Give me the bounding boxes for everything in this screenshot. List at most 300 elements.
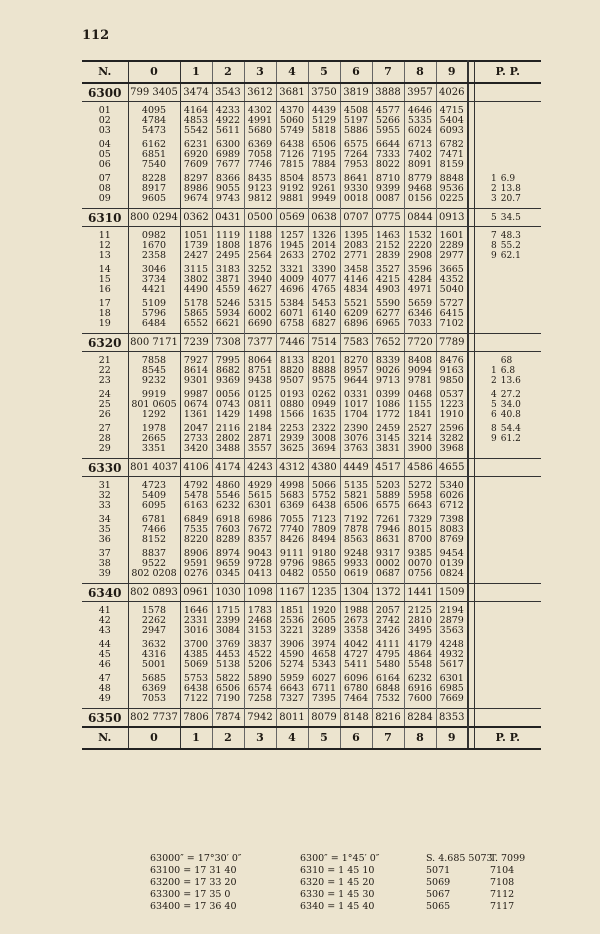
cell-value: 6621 bbox=[212, 319, 244, 329]
table-row bbox=[82, 434, 541, 444]
pp-value: 34.5 bbox=[500, 212, 521, 223]
conversion-footer bbox=[150, 853, 526, 913]
table-row bbox=[82, 684, 541, 694]
cell-value: 6231 bbox=[180, 140, 212, 150]
row-n: 28 bbox=[82, 434, 128, 444]
cell-value: 0002 bbox=[372, 559, 404, 569]
row-value: 4026 bbox=[436, 83, 468, 102]
pp-cell bbox=[474, 106, 541, 116]
cell-value: 4932 bbox=[436, 650, 468, 660]
cell-value: 0743 bbox=[212, 400, 244, 410]
pp-cell bbox=[474, 515, 541, 525]
row-n: 26 bbox=[82, 410, 128, 420]
cell-value: 6026 bbox=[436, 491, 468, 501]
cell-value: 5129 bbox=[308, 116, 340, 126]
cell-value: 6574 bbox=[244, 684, 276, 694]
cell-value: 0193 bbox=[276, 390, 308, 400]
cell-value: 4646 bbox=[404, 106, 436, 116]
cell-value: 7746 bbox=[244, 160, 276, 170]
cell-value: 6781 bbox=[128, 515, 180, 525]
table-row bbox=[82, 616, 541, 626]
cell-value: 7809 bbox=[308, 525, 340, 535]
table-row bbox=[82, 194, 541, 204]
cell-value: 5206 bbox=[244, 660, 276, 670]
row-value: 3474 bbox=[180, 83, 212, 102]
cell-value: 3016 bbox=[180, 626, 212, 636]
pp-cell bbox=[474, 309, 541, 319]
row-value: 3681 bbox=[276, 83, 308, 102]
footer-header-5: 5 bbox=[308, 727, 340, 749]
cell-value: 7535 bbox=[180, 525, 212, 535]
cell-value: 9781 bbox=[404, 376, 436, 386]
row-value: 4586 bbox=[404, 459, 436, 477]
cell-value: 9248 bbox=[340, 549, 372, 559]
cell-value: 5680 bbox=[244, 126, 276, 136]
pp-cell bbox=[474, 684, 541, 694]
cell-value: 7540 bbox=[128, 160, 180, 170]
cell-value: 1155 bbox=[404, 400, 436, 410]
table-row bbox=[82, 481, 541, 491]
cell-value: 8476 bbox=[436, 356, 468, 366]
cell-value: 6643 bbox=[404, 501, 436, 511]
cell-value: 7609 bbox=[180, 160, 212, 170]
table-row bbox=[82, 569, 541, 579]
footer-header-n: N. bbox=[82, 727, 128, 749]
cell-value: 4795 bbox=[372, 650, 404, 660]
cell-value: 6071 bbox=[276, 309, 308, 319]
cell-value: 5478 bbox=[180, 491, 212, 501]
cell-value: 8573 bbox=[308, 174, 340, 184]
cell-value: 4991 bbox=[244, 116, 276, 126]
row-value: 799 3405 bbox=[128, 83, 180, 102]
cell-value: 2771 bbox=[340, 251, 372, 261]
pp-digit: 5 bbox=[491, 212, 497, 223]
table-row bbox=[82, 299, 541, 309]
pp-cell bbox=[474, 376, 541, 386]
cell-value: 5889 bbox=[372, 491, 404, 501]
cell-value: 0125 bbox=[244, 390, 276, 400]
cell-value: 0225 bbox=[436, 194, 468, 204]
pp-digit: 5 bbox=[491, 400, 497, 410]
cell-value: 3084 bbox=[212, 626, 244, 636]
cell-value: 6827 bbox=[308, 319, 340, 329]
cell-value: 4042 bbox=[340, 640, 372, 650]
row-value: 0844 bbox=[404, 209, 436, 227]
row-value: 8148 bbox=[340, 709, 372, 728]
cell-value: 1326 bbox=[308, 231, 340, 241]
row-value: 8079 bbox=[308, 709, 340, 728]
pp-cell bbox=[474, 390, 541, 400]
row-value: 7308 bbox=[212, 334, 244, 352]
table-row bbox=[82, 525, 541, 535]
header-5: 5 bbox=[308, 61, 340, 83]
footer-line bbox=[150, 853, 526, 865]
cell-value: 6369 bbox=[128, 684, 180, 694]
row-value: 1167 bbox=[276, 584, 308, 602]
cell-value: 1601 bbox=[436, 231, 468, 241]
cell-value: 4111 bbox=[372, 640, 404, 650]
cell-value: 4522 bbox=[244, 650, 276, 660]
pp-cell bbox=[474, 444, 541, 454]
footer-line bbox=[150, 865, 515, 877]
footer-header-9: 9 bbox=[436, 727, 468, 749]
footer-header-2: 2 bbox=[212, 727, 244, 749]
cell-value: 9094 bbox=[404, 366, 436, 376]
cell-value: 5753 bbox=[180, 674, 212, 684]
cell-value: 6027 bbox=[308, 674, 340, 684]
cell-value: 6096 bbox=[340, 674, 372, 684]
cell-value: 9591 bbox=[180, 559, 212, 569]
cell-value: 3221 bbox=[276, 626, 308, 636]
header-7: 7 bbox=[372, 61, 404, 83]
table-row bbox=[82, 400, 541, 410]
cell-value: 1920 bbox=[308, 606, 340, 616]
cell-value: 8906 bbox=[180, 549, 212, 559]
cell-value: 0880 bbox=[276, 400, 308, 410]
cell-value: 8022 bbox=[372, 160, 404, 170]
table-row bbox=[82, 501, 541, 511]
pp-cell bbox=[474, 559, 541, 569]
cell-value: 2802 bbox=[212, 434, 244, 444]
pp-cell bbox=[474, 616, 541, 626]
cell-value: 5886 bbox=[340, 126, 372, 136]
cell-value: 5060 bbox=[276, 116, 308, 126]
table-row bbox=[82, 174, 541, 184]
cell-value: 9605 bbox=[128, 194, 180, 204]
row-n: 29 bbox=[82, 444, 128, 454]
cell-value: 4784 bbox=[128, 116, 180, 126]
cell-value: 5404 bbox=[436, 116, 468, 126]
table-row bbox=[82, 140, 541, 150]
footer-value: 5069 bbox=[426, 877, 451, 888]
row-value: 4655 bbox=[436, 459, 468, 477]
cell-value: 4860 bbox=[212, 481, 244, 491]
cell-value: 4490 bbox=[180, 285, 212, 295]
cell-value: 5203 bbox=[372, 481, 404, 491]
table-row bbox=[82, 491, 541, 501]
cell-value: 4164 bbox=[180, 106, 212, 116]
cell-value: 5683 bbox=[276, 491, 308, 501]
row-n: 18 bbox=[82, 309, 128, 319]
row-value: 1441 bbox=[404, 584, 436, 602]
table-row bbox=[82, 126, 541, 136]
cell-value: 6093 bbox=[436, 126, 468, 136]
footer-value: T. 7099 bbox=[490, 853, 526, 864]
cell-value: 0331 bbox=[340, 390, 372, 400]
row-n: 23 bbox=[82, 376, 128, 386]
cell-value: 5955 bbox=[372, 126, 404, 136]
cell-value: 1051 bbox=[180, 231, 212, 241]
cell-value: 9454 bbox=[436, 549, 468, 559]
cell-value: 3837 bbox=[244, 640, 276, 650]
cell-value: 3763 bbox=[340, 444, 372, 454]
row-value: 1372 bbox=[372, 584, 404, 602]
cell-value: 801 0605 bbox=[128, 400, 180, 410]
pp-cell bbox=[474, 356, 541, 366]
footer-line bbox=[150, 889, 515, 901]
cell-value: 4248 bbox=[436, 640, 468, 650]
cell-value: 4009 bbox=[276, 275, 308, 285]
row-value: 802 7737 bbox=[128, 709, 180, 728]
cell-value: 6918 bbox=[212, 515, 244, 525]
cell-value: 2194 bbox=[436, 606, 468, 616]
cell-value: 4146 bbox=[340, 275, 372, 285]
cell-value: 4922 bbox=[212, 116, 244, 126]
table-row bbox=[82, 650, 541, 660]
cell-value: 1017 bbox=[340, 400, 372, 410]
cell-value: 7740 bbox=[276, 525, 308, 535]
cell-value: 4577 bbox=[372, 106, 404, 116]
cell-value: 1715 bbox=[212, 606, 244, 616]
cell-value: 2810 bbox=[404, 616, 436, 626]
cell-value: 1635 bbox=[308, 410, 340, 420]
cell-value: 4590 bbox=[276, 650, 308, 660]
cell-value: 4765 bbox=[308, 285, 340, 295]
cell-value: 1876 bbox=[244, 241, 276, 251]
cell-value: 8435 bbox=[244, 174, 276, 184]
pp-digit: 4 bbox=[491, 390, 497, 400]
pp-cell bbox=[474, 709, 541, 728]
cell-value: 5272 bbox=[404, 481, 436, 491]
row-n: 05 bbox=[82, 150, 128, 160]
cell-value: 8152 bbox=[128, 535, 180, 545]
cell-value: 2427 bbox=[180, 251, 212, 261]
pp-difference: 68 bbox=[500, 356, 513, 366]
cell-value: 4095 bbox=[128, 106, 180, 116]
footer-value: 63400 = 17 36 40 bbox=[150, 901, 237, 912]
footer-value: 5065 bbox=[426, 901, 451, 912]
main-row bbox=[82, 709, 541, 728]
pp-digit: 3 bbox=[491, 194, 497, 204]
cell-value: 6552 bbox=[180, 319, 212, 329]
row-value: 3750 bbox=[308, 83, 340, 102]
cell-value: 8820 bbox=[276, 366, 308, 376]
cell-value: 5384 bbox=[276, 299, 308, 309]
cell-value: 1945 bbox=[276, 241, 308, 251]
row-value: 800 0294 bbox=[128, 209, 180, 227]
cell-value: 8270 bbox=[340, 356, 372, 366]
cell-value: 0156 bbox=[404, 194, 436, 204]
row-n: 13 bbox=[82, 251, 128, 261]
pp-cell bbox=[474, 194, 541, 204]
cell-value: 1463 bbox=[372, 231, 404, 241]
footer-value: 7117 bbox=[490, 901, 515, 912]
cell-value: 3145 bbox=[372, 434, 404, 444]
cell-value: 9399 bbox=[372, 184, 404, 194]
row-value: 1304 bbox=[340, 584, 372, 602]
pp-digit: 2 bbox=[491, 376, 497, 386]
pp-cell bbox=[474, 459, 541, 477]
cell-value: 7884 bbox=[308, 160, 340, 170]
pp-cell bbox=[474, 150, 541, 160]
cell-value: 9163 bbox=[436, 366, 468, 376]
row-value: 7874 bbox=[212, 709, 244, 728]
footer-value: 7104 bbox=[490, 865, 515, 876]
row-n: 47 bbox=[82, 674, 128, 684]
table-row bbox=[82, 275, 541, 285]
cell-value: 3115 bbox=[180, 265, 212, 275]
cell-value: 2673 bbox=[340, 616, 372, 626]
footer-value: 63000″ = 17°30′ 0″ bbox=[150, 853, 242, 864]
table-row bbox=[82, 640, 541, 650]
pp-cell bbox=[474, 400, 541, 410]
table-row bbox=[82, 660, 541, 670]
cell-value: 6916 bbox=[404, 684, 436, 694]
cell-value: 8494 bbox=[308, 535, 340, 545]
footer-value: 63100 = 17 31 40 bbox=[150, 865, 237, 876]
cell-value: 8779 bbox=[404, 174, 436, 184]
cell-value: 5343 bbox=[308, 660, 340, 670]
cell-value: 1532 bbox=[404, 231, 436, 241]
footer-header-row bbox=[82, 727, 541, 749]
cell-value: 0687 bbox=[372, 569, 404, 579]
pp-cell bbox=[474, 184, 541, 194]
cell-value: 3596 bbox=[404, 265, 436, 275]
cell-value: 8289 bbox=[212, 535, 244, 545]
cell-value: 9261 bbox=[308, 184, 340, 194]
footer-value: 5071 bbox=[426, 865, 451, 876]
cell-value: 8769 bbox=[436, 535, 468, 545]
cell-value: 1578 bbox=[128, 606, 180, 616]
pp-cell bbox=[474, 525, 541, 535]
pp-cell bbox=[474, 209, 541, 227]
cell-value: 3557 bbox=[244, 444, 276, 454]
cell-value: 5749 bbox=[276, 126, 308, 136]
cell-value: 5890 bbox=[244, 674, 276, 684]
footer-value: 5067 bbox=[426, 889, 451, 900]
cell-value: 4077 bbox=[308, 275, 340, 285]
cell-value: 0262 bbox=[308, 390, 340, 400]
cell-value: 8631 bbox=[372, 535, 404, 545]
row-value: 8216 bbox=[372, 709, 404, 728]
pp-cell bbox=[474, 366, 541, 376]
row-n: 02 bbox=[82, 116, 128, 126]
cell-value: 6690 bbox=[244, 319, 276, 329]
cell-value: 7677 bbox=[212, 160, 244, 170]
cell-value: 2047 bbox=[180, 424, 212, 434]
cell-value: 7033 bbox=[404, 319, 436, 329]
cell-value: 0070 bbox=[404, 559, 436, 569]
footer-header-3: 3 bbox=[244, 727, 276, 749]
cell-value: 8339 bbox=[372, 356, 404, 366]
cell-value: 9123 bbox=[244, 184, 276, 194]
cell-value: 7261 bbox=[372, 515, 404, 525]
pp-cell bbox=[474, 606, 541, 616]
row-value: 0638 bbox=[308, 209, 340, 227]
cell-value: 2014 bbox=[308, 241, 340, 251]
cell-value: 6300 bbox=[212, 140, 244, 150]
cell-value: 6232 bbox=[404, 674, 436, 684]
cell-value: 6575 bbox=[372, 501, 404, 511]
header-9: 9 bbox=[436, 61, 468, 83]
row-n: 6330 bbox=[82, 459, 128, 477]
footer-header-1: 1 bbox=[180, 727, 212, 749]
footer-line bbox=[150, 877, 515, 889]
cell-value: 9881 bbox=[276, 194, 308, 204]
table-row bbox=[82, 606, 541, 616]
cell-value: 5135 bbox=[340, 481, 372, 491]
cell-value: 9232 bbox=[128, 376, 180, 386]
row-value: 7942 bbox=[244, 709, 276, 728]
cell-value: 1292 bbox=[128, 410, 180, 420]
cell-value: 8837 bbox=[128, 549, 180, 559]
cell-value: 6506 bbox=[212, 684, 244, 694]
cell-value: 2702 bbox=[308, 251, 340, 261]
cell-value: 8015 bbox=[404, 525, 436, 535]
cell-value: 8083 bbox=[436, 525, 468, 535]
pp-cell bbox=[474, 231, 541, 241]
cell-value: 7055 bbox=[276, 515, 308, 525]
cell-value: 6277 bbox=[372, 309, 404, 319]
cell-value: 3390 bbox=[308, 265, 340, 275]
cell-value: 6415 bbox=[436, 309, 468, 319]
cell-value: 2468 bbox=[244, 616, 276, 626]
cell-value: 4352 bbox=[436, 275, 468, 285]
cell-value: 5548 bbox=[404, 660, 436, 670]
cell-value: 9330 bbox=[340, 184, 372, 194]
cell-value: 4627 bbox=[244, 285, 276, 295]
footer-line bbox=[150, 901, 515, 913]
cell-value: 4284 bbox=[404, 275, 436, 285]
cell-value: 1257 bbox=[276, 231, 308, 241]
table-row bbox=[82, 410, 541, 420]
cell-value: 2331 bbox=[180, 616, 212, 626]
cell-value: 9674 bbox=[180, 194, 212, 204]
cell-value: 4971 bbox=[404, 285, 436, 295]
cell-value: 5274 bbox=[276, 660, 308, 670]
row-value: 3612 bbox=[244, 83, 276, 102]
cell-value: 7192 bbox=[340, 515, 372, 525]
cell-value: 7858 bbox=[128, 356, 180, 366]
pp-cell bbox=[474, 251, 541, 261]
cell-value: 8220 bbox=[180, 535, 212, 545]
row-n: 03 bbox=[82, 126, 128, 136]
cell-value: 9659 bbox=[212, 559, 244, 569]
pp-cell bbox=[474, 694, 541, 704]
cell-value: 4316 bbox=[128, 650, 180, 660]
cell-value: 2665 bbox=[128, 434, 180, 444]
pp-cell bbox=[474, 265, 541, 275]
cell-value: 6713 bbox=[404, 140, 436, 150]
header-pp: P. P. bbox=[474, 61, 541, 83]
cell-value: 1646 bbox=[180, 606, 212, 616]
table-row bbox=[82, 184, 541, 194]
cell-value: 7532 bbox=[372, 694, 404, 704]
cell-value: 9743 bbox=[212, 194, 244, 204]
row-n: 11 bbox=[82, 231, 128, 241]
header-6: 6 bbox=[340, 61, 372, 83]
cell-value: 4853 bbox=[180, 116, 212, 126]
cell-value: 0537 bbox=[436, 390, 468, 400]
row-n: 41 bbox=[82, 606, 128, 616]
cell-value: 6301 bbox=[436, 674, 468, 684]
cell-value: 9111 bbox=[276, 549, 308, 559]
cell-value: 5659 bbox=[404, 299, 436, 309]
cell-value: 9522 bbox=[128, 559, 180, 569]
pp-cell bbox=[474, 275, 541, 285]
table-row bbox=[82, 549, 541, 559]
pp-digit: 1 bbox=[491, 366, 497, 376]
cell-value: 5040 bbox=[436, 285, 468, 295]
table-row bbox=[82, 424, 541, 434]
table-row bbox=[82, 116, 541, 126]
cell-value: 6575 bbox=[340, 140, 372, 150]
header-2: 2 bbox=[212, 61, 244, 83]
table-row bbox=[82, 265, 541, 275]
cell-value: 6163 bbox=[180, 501, 212, 511]
pp-value: 20.7 bbox=[500, 194, 521, 204]
cell-value: 1086 bbox=[372, 400, 404, 410]
